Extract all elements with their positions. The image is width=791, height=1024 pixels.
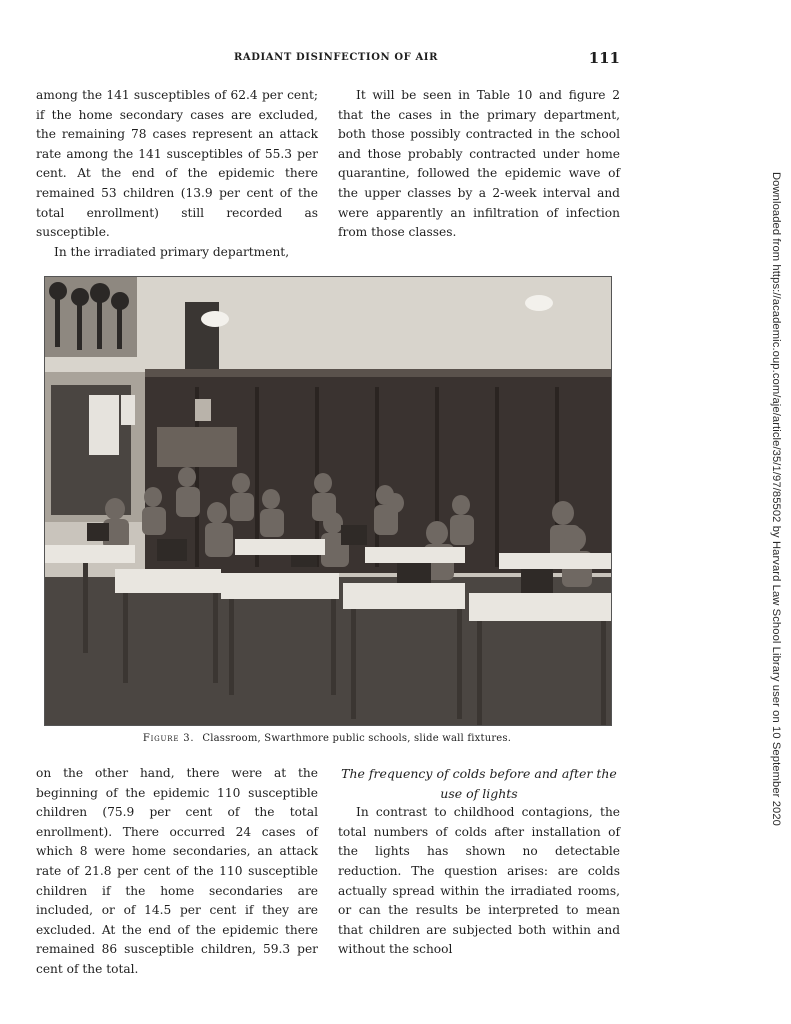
running-head: RADIANT DISINFECTION OF AIR [233,52,438,63]
figure-caption [44,733,610,744]
page-header [0,49,791,72]
column-bottom-right [338,764,620,960]
paragraph: It will be seen in Table 10 and figure 2 that the cases in the primary department, both those possibly contracted in the school and those probably contracted under home quarantine, followed the epidemic wave of the upper classes by a 2-week interval and were apparently an infiltration of infection from those classes. [338,88,620,240]
column-top-right [338,86,620,243]
classroom-photograph [44,276,612,726]
page-number: 111 [588,49,620,67]
section-heading: The frequency of colds before and after the use of lights [341,766,617,801]
paragraph: on the other hand, there were at the beginning of the epidemic 110 susceptible children (75.9 per cent of the total enrollment). There occurred 24 cases of which 8 were home secondaries, an attack rate of 21.8 per cent of the 110 susceptible children if the home secondaries are included, or of 14.5 per cent if they are excluded. At the end of the epidemic there remained 86 susceptible children, 59.3 per cent of the total. [36,766,318,976]
column-bottom-left [36,764,318,980]
paragraph: In contrast to childhood contagions, the total numbers of colds after installation of the lights has shown no detectable reduction. The question arises: are colds actually spread within the irradiated rooms, or can the results be interpreted to mean that children are subjected both within and without the school [338,805,620,957]
download-notice [770,172,784,892]
figure-caption-text: Classroom, Swarthmore public schools, slide wall fixtures. [202,733,512,744]
figure-label: Figure 3. [142,733,195,744]
paragraph: among the 141 susceptibles of 62.4 per cent; if the home secondary cases are excluded, the remaining 78 cases represent an attack rate among the 141 susceptibles of 55.3 per cent. At the end of the epidemic there remained 53 children (13.9 per cent of the total enrollment) still recorded as susceptible. [36,88,318,240]
paragraph: In the irradiated primary department, [54,244,290,259]
download-notice-text: Downloaded from https://academic.oup.com/aje/article/35/1/97/85502 by Harvard Law School Library user on 10 September 2020 [770,172,782,826]
column-top-left [36,86,318,262]
